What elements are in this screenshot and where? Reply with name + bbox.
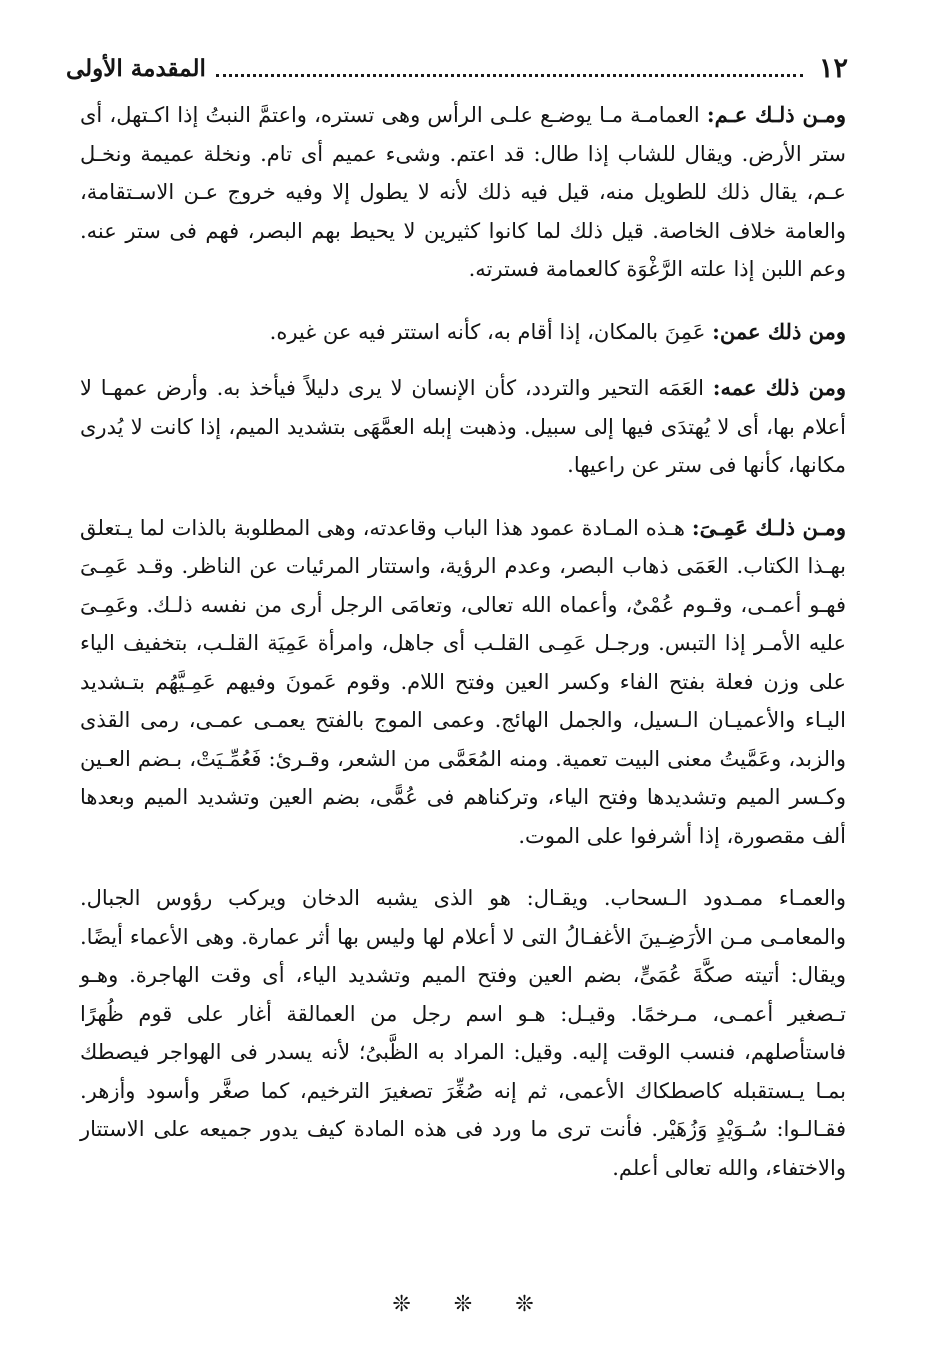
paragraph-amm	[80, 96, 846, 289]
paragraph-lead: ومن ذلك عمه:	[712, 375, 846, 400]
running-title: المقدمة الأولى	[66, 54, 206, 82]
paragraph-text: عَمِنَ بالمكان، إذا أقام به، كأنه استتر فيه عن غيره.	[269, 319, 713, 344]
paragraph-text: هـذه المـادة عمود هذا الباب وقاعدته، وهى المطلوبة بالذات لما يـتعلق بهـذا الكتاب. العَمَى ذهاب البصر، وعدم الرؤية، واستتار المرئيات عن الناظر. وقـد عَمِـىَ فهـو أعمـى، وقـوم عُمْىٌ، وأعماه الله تعالى، وتعامَى الرجل أرى من نفسه ذلـك. وعَمِـىَ عليه الأمـر إذا التبس. ورجـل عَمِـى القلـب أى جاهل، وامرأة عَمِيَة القلـب، بتخفيف الياء على وزن فعلة بفتح الفاء وكسر العين وفتح اللام. وقوم عَمونَ وفيهم عَمِـيَّهُم بتـشديد اليـاء والأعميـان الـسيل، والجمل الهائج. وعمى الموج بالفتح يعمـى عمـى، رمى القذى والزبد، وعَمَّيتُ معنى البيت تعمية. ومنه المُعَمَّى من الشعر، وقـرئ: فَعُمِّـيَتْ، بـضم العـين وكـسر الميم وتشديدها وفتح الياء، وتركناهم فى عُمًّى، بضم العين وتشديد الميم وبعدها ألف مقصورة، إذا أشرفوا على الموت.	[80, 515, 846, 848]
paragraph-lead: والعمـاء	[778, 886, 846, 910]
paragraph-lead: ومـن ذلـك عَمِـىَ:	[691, 514, 846, 540]
paragraph-text: ممـدود الـسحاب. ويقـال: هو الذى يشبه الدخان ويركب رؤوس الجبال. والمعامـى مـن الأرَضِـينَ الأغفـالُ التى لا أعلام لها وليس بها أثر عمارة. وهى الأعماء أيضًا. ويقال: أتيته صكَّةَ عُمَىٍّ، بضم العين وفتح الميم وتشديد الياء، أى وقت الهاجرة. وهـو تـصغير أعمـى، مـرخمًا. وقيـل: هـو اسم رجل من العمالقة أغار على قوم ظُهرًا فاستأصلهم، فنسب الوقت إليه. وقيل: المراد به الظَّبىُ؛ لأنه يسدر فى الهواجر فيصطك بمـا يـستقبله كاصطكاك الأعمى، ثم إنه صُغِّرَ تصغيرَ الترخيم، كما صغَّر وأسود وأزهر. فقـالـوا: سُـوَيْدٍ وَزُهَيْر. فأنت ترى ما ورد فى هذه المادة كيف يدور جميعه على الاستتار والاختفاء، والله تعالى أعلم.	[80, 886, 846, 1180]
page-body	[80, 96, 846, 1211]
paragraph-amah	[80, 369, 846, 485]
page-header	[66, 48, 848, 88]
paragraph-lead: ومـن ذلـك عـم:	[706, 102, 846, 127]
paragraph-amaa	[80, 879, 846, 1187]
paragraph-text: العَمَه التحير والتردد، كأن الإنسان لا يرى دليلاً فيأخذ به. وأرض عمهـا لا أعلام بها، أى لا يُهتدَى فيها إلى سبيل. وذهبت إبله العمَّهَى بتشديد الميم، إذا كانت لا يُدرى مكانها، كأنها فى ستر عن راعيها.	[80, 376, 846, 477]
paragraph-text: العمامـة مـا يوضـع علـى الرأس وهى تستره، واعتمَّ النبتُ إذا اكـتهل، أى ستر الأرض. ويقال للشاب إذا طال: قد اعتم. وشىء عميم أى تام. ونخلة عميمة ونخـل عـم، يقال ذلك للطويل منه، قيل فيه ذلك لأنه لا يطول إلا وفيه خروج عـن الاسـتقامة، والعامة خلاف الخاصة. قيل ذلك لما كانوا كثيرين لا يحيط بهم البصر، فهم فى ستر عنه. وعم اللبن إذا علته الرَّغْوَة كالعمامة فسترته.	[80, 103, 846, 281]
paragraph-amin	[80, 313, 846, 352]
page-number: ١٢	[818, 52, 848, 84]
header-dotted-leader	[216, 74, 803, 77]
section-end-ornament: ❊ ❊ ❊	[392, 1292, 552, 1317]
paragraph-lead: ومن ذلك عمن:	[712, 318, 846, 344]
paragraph-amiya	[80, 509, 846, 856]
